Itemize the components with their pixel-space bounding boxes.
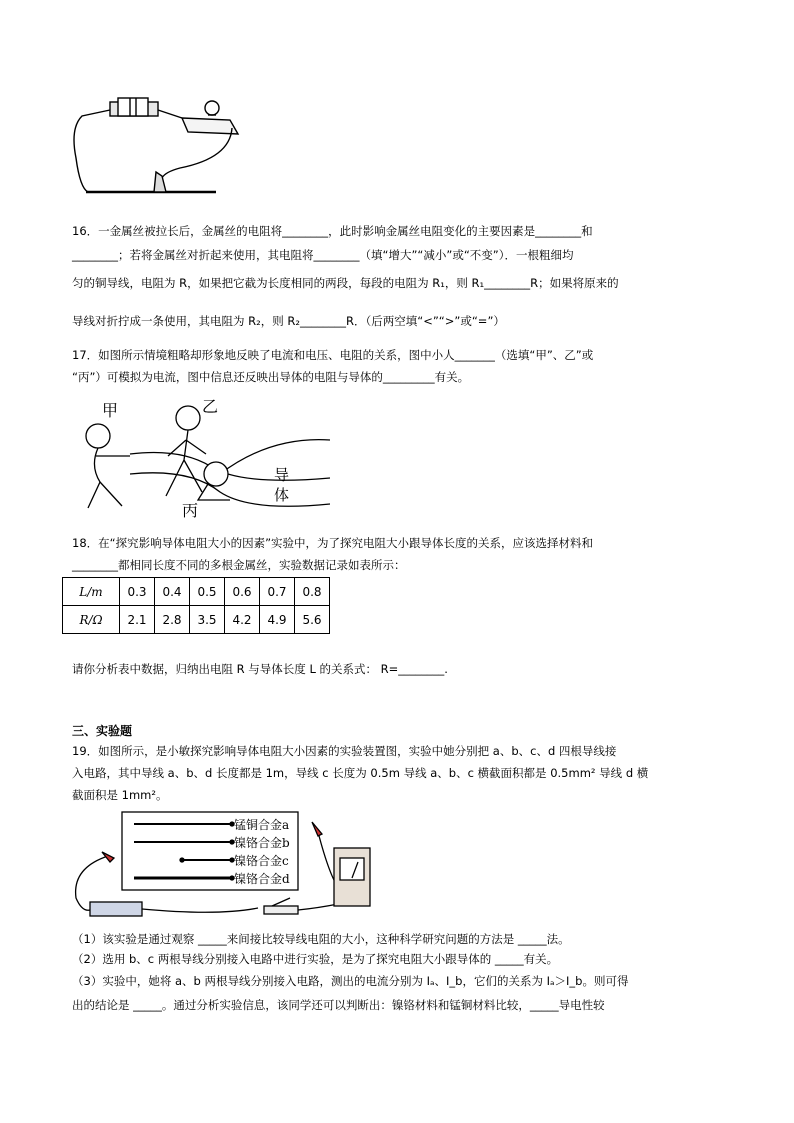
q19-sub-2: （2）选用 b、c 两根导线分别接入电路中进行实验，是为了探究电阻大小跟导体的 _____有关。 bbox=[72, 952, 559, 966]
table-cell: 0.5 bbox=[190, 578, 225, 606]
table-cell: 4.2 bbox=[225, 606, 260, 634]
q18-after: 请你分析表中数据，归纳出电阻 R 与导体长度 L 的关系式： R=________. bbox=[72, 662, 448, 676]
q19-sub-1: （1）该实验是通过观察 _____来间接比较导线电阻的大小，这种科学研究问题的方法是 _____法。 bbox=[72, 932, 570, 946]
table-row bbox=[63, 578, 330, 606]
bulb-icon bbox=[205, 101, 219, 115]
table-cell: 0.6 bbox=[225, 578, 260, 606]
q19-sub-3: （3）实验中，她将 a、b 两根导线分别接入电路，测出的电流分别为 Iₐ、I_b，它们的关系为 Iₐ＞I_b。则可得 bbox=[72, 974, 629, 988]
q16-line-3: 匀的铜导线，电阻为 R，如果把它截为长度相同的两段，每段的电阻为 R₁，则 R₁________R；如果将原来的 bbox=[72, 276, 619, 290]
current-voltage-resistance-figure bbox=[70, 396, 330, 520]
table-header-resistance: R/Ω bbox=[63, 606, 120, 634]
table-row bbox=[63, 606, 330, 634]
q17-line-1: 17．如图所示情境粗略却形象地反映了电流和电压、电阻的关系，图中小人_______（选填“甲”、乙”或 bbox=[72, 348, 594, 362]
data-table bbox=[62, 577, 330, 634]
table-header-length: L/m bbox=[63, 578, 120, 606]
q18-line-2: ________都相同长度不同的多根金属丝，实验数据记录如表所示： bbox=[72, 558, 406, 572]
table-cell: 2.1 bbox=[120, 606, 155, 634]
wire-label-d: 镍铬合金d bbox=[234, 872, 290, 886]
q16-line-2: ________；若将金属丝对折起来使用，其电阻将________（填“增大”“减小”或“不变”）．一根粗细均 bbox=[72, 248, 574, 262]
table-cell: 0.4 bbox=[155, 578, 190, 606]
label-jia: 甲 bbox=[102, 401, 119, 420]
circuit-figure-top bbox=[70, 88, 250, 200]
table-cell: 0.3 bbox=[120, 578, 155, 606]
q19-sub-4: 出的结论是 _____。通过分析实验信息，该同学还可以判断出：镍铬材料和锰铜材料比较，_____导电性较 bbox=[72, 998, 605, 1012]
section-title: 三、实验题 bbox=[72, 724, 133, 738]
figure-jia-head bbox=[86, 424, 110, 448]
wire-label-a: 锰铜合金a bbox=[234, 818, 290, 832]
label-yi: 乙 bbox=[202, 397, 219, 416]
figure-yi-head bbox=[176, 406, 200, 430]
table-cell: 0.8 bbox=[295, 578, 330, 606]
q16-line-4: 导线对折拧成一条使用，其电阻为 R₂，则 R₂________R．（后两空填“<”“>”或“=”） bbox=[72, 314, 505, 328]
label-conductor: 导体 bbox=[274, 466, 290, 504]
q18-line-1: 18．在“探究影响导体电阻大小的因素”实验中，为了探究电阻大小跟导体长度的关系，应该选择材料和 bbox=[72, 536, 594, 550]
table-cell: 2.8 bbox=[155, 606, 190, 634]
figure-bing-head bbox=[204, 462, 228, 486]
q19-line-2: 入电路，其中导线 a、b、d 长度都是 1m，导线 c 长度为 0.5m 导线 a、b、c 横截面积都是 0.5mm² 导线 d 横 bbox=[72, 766, 649, 780]
battery bbox=[90, 902, 142, 916]
switch-icon bbox=[264, 906, 298, 914]
wire-board-figure bbox=[68, 808, 408, 920]
label-bing: 丙 bbox=[182, 501, 199, 520]
table-cell: 0.7 bbox=[260, 578, 295, 606]
wire-label-b: 镍铬合金b bbox=[234, 836, 290, 850]
figure-yi-body bbox=[166, 430, 206, 496]
q19-line-1: 19．如图所示，是小敏探究影响导体电阻大小因素的实验装置图，实验中她分别把 a、b、c、d 四根导线接 bbox=[72, 744, 617, 758]
clip-right-icon bbox=[312, 822, 322, 836]
wire-label-c: 镍铬合金c bbox=[234, 854, 289, 868]
figure-jia-body bbox=[88, 448, 130, 508]
q16-line-1: 16．一金属丝被拉长后，金属丝的电阻将________，此时影响金属丝电阻变化的主要因素是________和 bbox=[72, 224, 593, 238]
table-cell: 5.6 bbox=[295, 606, 330, 634]
q17-line-2: “丙”）可模拟为电流，图中信息还反映出导体的电阻与导体的_________有关。 bbox=[72, 370, 470, 384]
table-cell: 3.5 bbox=[190, 606, 225, 634]
q19-line-3: 截面积是 1mm²。 bbox=[72, 788, 168, 802]
bulb-base bbox=[182, 118, 238, 134]
table-cell: 4.9 bbox=[260, 606, 295, 634]
